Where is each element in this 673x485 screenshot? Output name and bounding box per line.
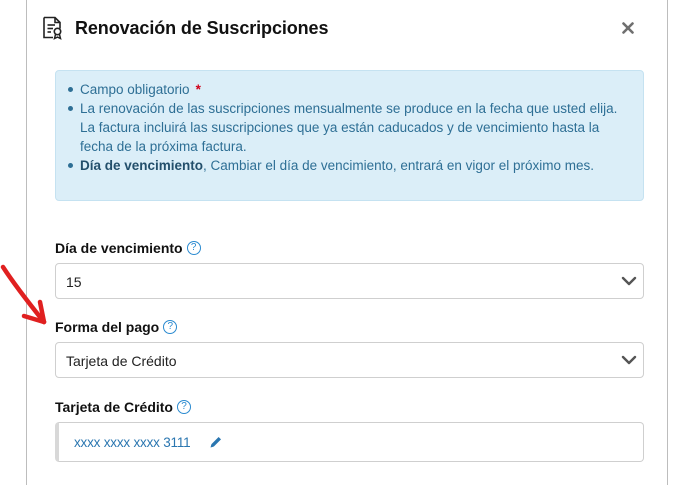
close-button[interactable] [619,19,637,37]
chevron-down-icon [621,353,637,367]
payment-method-label-text: Forma del pago [55,319,160,335]
due-day-text: , Cambiar el día de vencimiento, entrará en vigor el próximo mes. [203,158,594,173]
pencil-icon[interactable] [209,435,223,449]
close-icon[interactable] [622,22,634,34]
payment-method-value: Tarjeta de Crédito [66,353,177,369]
required-marker: * [195,82,201,97]
certificate-document-icon [41,16,63,40]
credit-card-label-text: Tarjeta de Crédito [55,399,173,415]
payment-method-label [55,319,177,335]
due-day-label-text: Día de vencimiento [55,240,183,256]
help-icon[interactable]: ? [177,400,191,414]
payment-method-select[interactable] [55,342,644,378]
required-note: Campo obligatorio [80,82,190,97]
due-day-value: 15 [66,274,82,290]
credit-card-label [55,399,191,415]
credit-card-number[interactable]: xxxx xxxx xxxx 3111 [74,435,191,450]
credit-card-field[interactable] [55,422,644,462]
renewal-text: La renovación de las suscripciones mensualmente se produce en la fecha que usted elija. La factura incluirá las suscripciones que ya están caducados y de vencimiento hasta la fecha de la próxima factura. [80,101,618,154]
info-due-day-item [80,156,633,175]
info-alert [55,70,644,201]
info-required-item [80,80,633,99]
chevron-down-icon [621,274,637,288]
help-icon[interactable]: ? [187,241,201,255]
modal-header [27,0,667,58]
red-arrow-annotation [0,264,52,330]
help-icon[interactable]: ? [163,320,177,334]
due-day-label [55,240,201,256]
info-list [64,80,633,175]
due-day-bold: Día de vencimiento [80,158,204,173]
info-renewal-item [80,99,633,156]
subscription-renewal-modal [26,0,668,485]
due-day-select[interactable] [55,263,644,299]
modal-title: Renovación de Suscripciones [75,18,329,38]
